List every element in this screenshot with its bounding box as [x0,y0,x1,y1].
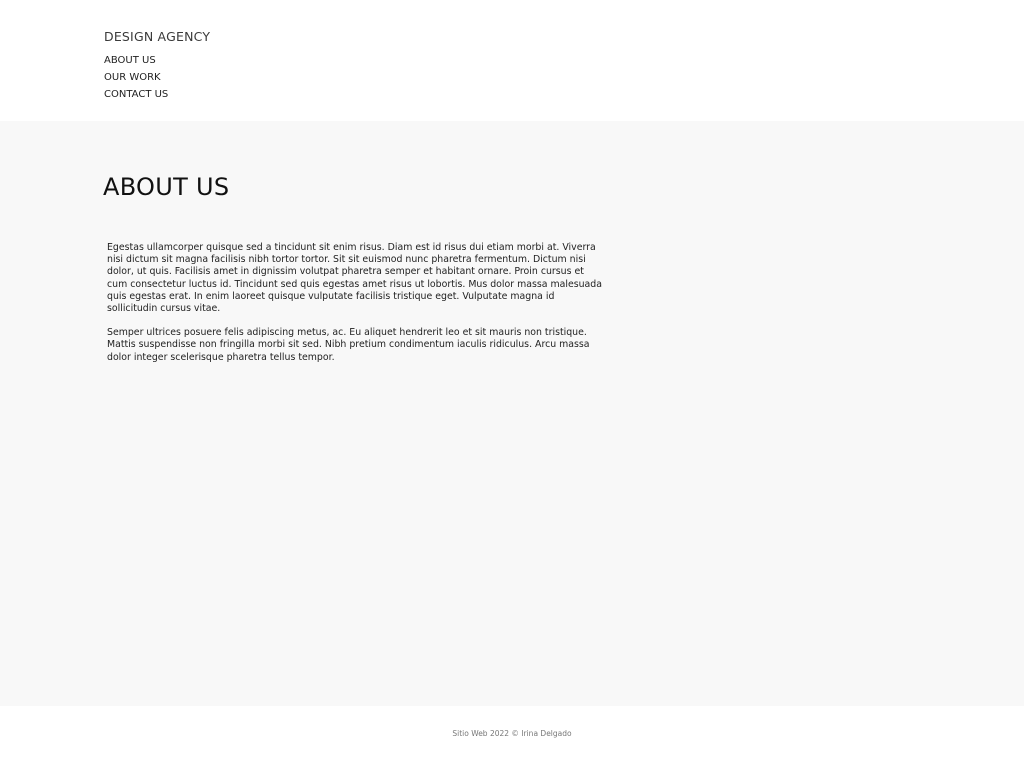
nav-link-our-work[interactable]: OUR WORK [104,72,161,83]
paragraph: Egestas ullamcorper quisque sed a tincidunt sit enim risus. Diam est id risus dui etiam morbi at. Viverra nisi dictum sit magna facilisis nibh tortor tortor. Sit sit euismod nunc pharetra fermentum. Dictum nisi dolor, ut quis. Facilisis amet in dignissim volutpat pharetra semper et habitant ornare. Proin cursus et cum consectetur luctus id. Tincidunt sed quis egestas amet risus ut lobortis. Mus dolor massa malesuada quis egestas erat. In enim laoreet quisque vulputate facilisis tristique eget. Vulputate magna id sollicitudin cursus vitae. [107,242,602,315]
nav-item-about [104,49,168,66]
site-footer [0,706,1024,761]
brand-link[interactable]: DESIGN AGENCY [104,29,211,44]
nav-link-contact-us[interactable]: CONTACT US [104,89,169,100]
nav-link-about-us[interactable]: ABOUT US [104,55,156,66]
paragraph: Semper ultrices posuere felis adipiscing metus, ac. Eu aliquet hendrerit leo et sit mauris non tristique. Mattis suspendisse non fringilla morbi sit sed. Nibh pretium condimentum iaculis ridiculus. Arcu massa dolor integer scelerisque pharetra tellus tempor. [107,327,590,363]
about-text [107,242,607,376]
copyright-text: Sitio Web 2022 © Irina Delgado [452,729,572,738]
main-nav [104,49,168,100]
nav-item-work [104,66,168,83]
main-content [0,121,1024,706]
site-header [0,0,1024,121]
nav-item-contact [104,83,168,100]
page-title: ABOUT US [103,173,230,201]
